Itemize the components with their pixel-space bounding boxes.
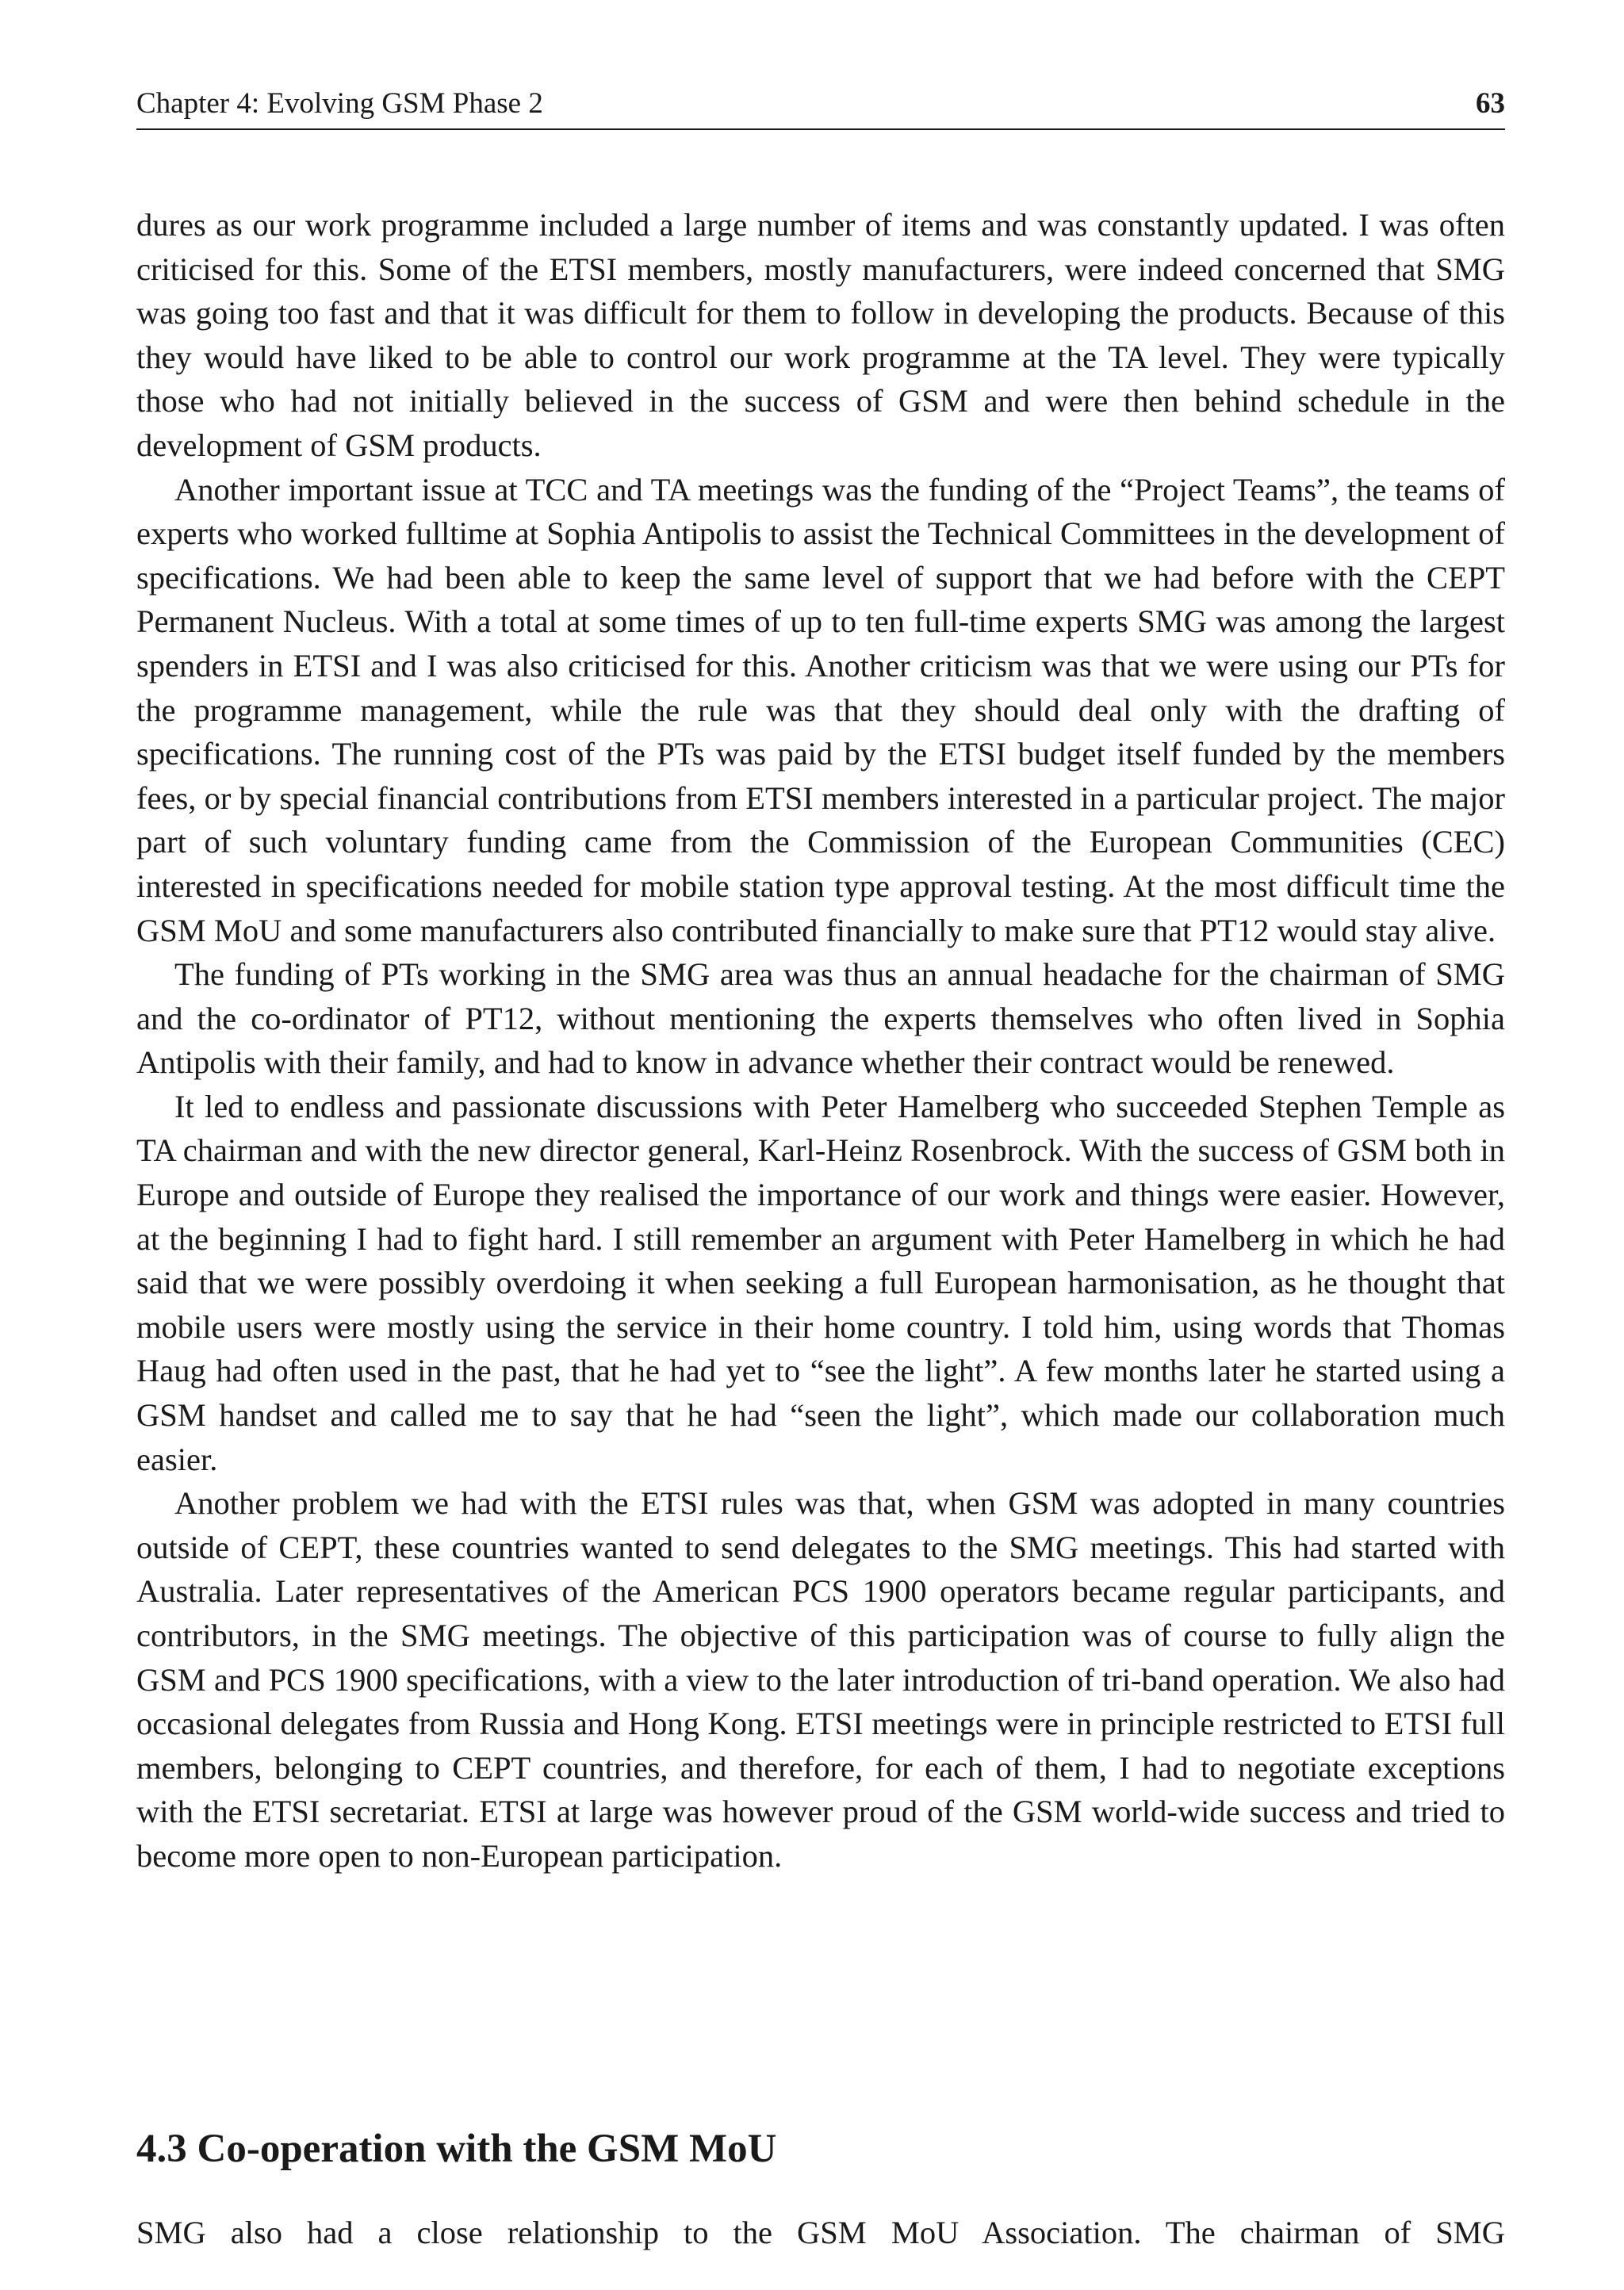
chapter-title: Chapter 4: Evolving GSM Phase 2 bbox=[136, 87, 543, 120]
body-text bbox=[136, 203, 1505, 1878]
paragraph-3: The funding of PTs working in the SMG area was thus an annual headache for the chairman of SMG and the co-ordinator of PT12, without mentioning the experts themselves who often lived in Sophia Antipolis with their family, and had to know in advance whether their contract would be renewed. bbox=[136, 956, 1505, 1081]
section-first-paragraph: SMG also had a close relationship to the GSM MoU Association. The chairman of SMG bbox=[136, 2215, 1505, 2250]
paragraph-5: Another problem we had with the ETSI rules was that, when GSM was adopted in many countries outside of CEPT, these countries wanted to send delegates to the SMG meetings. This had started with Australia. Later representatives of the American PCS 1900 operators became regular participants, and contributors, in the SMG meetings. The objective of this participation was of course to fully align the GSM and PCS 1900 specifications, with a view to the later introduction of tri-band operation. We also had occasional delegates from Russia and Hong Kong. ETSI meetings were in principle restricted to ETSI full members, belonging to CEPT countries, and therefore, for each of them, I had to negotiate exceptions with the ETSI secretariat. ETSI at large was however proud of the GSM world-wide success and tried to become more open to non-European participation. bbox=[136, 1485, 1505, 1874]
section-heading: 4.3 Co-operation with the GSM MoU bbox=[136, 2127, 777, 2171]
running-head bbox=[136, 84, 1505, 130]
paragraph-2: Another important issue at TCC and TA meetings was the funding of the “Project Teams”, the teams of experts who worked fulltime at Sophia Antipolis to assist the Technical Committees in the development of specifications. We had been able to keep the same level of support that we had before with the CEPT Permanent Nucleus. With a total at some times of up to ten full-time experts SMG was among the largest spenders in ETSI and I was also criticised for this. Another criticism was that we were using our PTs for the programme management, while the rule was that they should deal only with the drafting of specifications. The running cost of the PTs was paid by the ETSI budget itself funded by the members fees, or by special financial contributions from ETSI members interested in a particular project. The major part of such voluntary funding came from the Commission of the European Communities (CEC) interested in specifications needed for mobile station type approval testing. At the most difficult time the GSM MoU and some manufacturers also contributed financially to make sure that PT12 would stay alive. bbox=[136, 471, 1505, 948]
paragraph-1: dures as our work programme included a large number of items and was constantly updated. I was often criticised for this. Some of the ETSI members, mostly manufacturers, were indeed concerned that SMG was going too fast and that it was difficult for them to follow in developing the products. Because of this they would have liked to be able to control our work programme at the TA level. They were typically those who had not initially believed in the success of GSM and were then behind schedule in the development of GSM products. bbox=[136, 207, 1505, 463]
paragraph-4: It led to endless and passionate discussions with Peter Hamelberg who succeeded Stephen Temple as TA chairman and with the new director general, Karl-Heinz Rosenbrock. With the success of GSM both in Europe and outside of Europe they realised the importance of our work and things were easier. However, at the beginning I had to fight hard. I still remember an argument with Peter Hamelberg in which he had said that we were possibly overdoing it when seeking a full European harmonisation, as he thought that mobile users were mostly using the service in their home country. I told him, using words that Thomas Haug had often used in the past, that he had yet to “see the light”. A few months later he started using a GSM handset and called me to say that he had “seen the light”, which made our collaboration much easier. bbox=[136, 1088, 1505, 1477]
page-number: 63 bbox=[1476, 87, 1505, 120]
